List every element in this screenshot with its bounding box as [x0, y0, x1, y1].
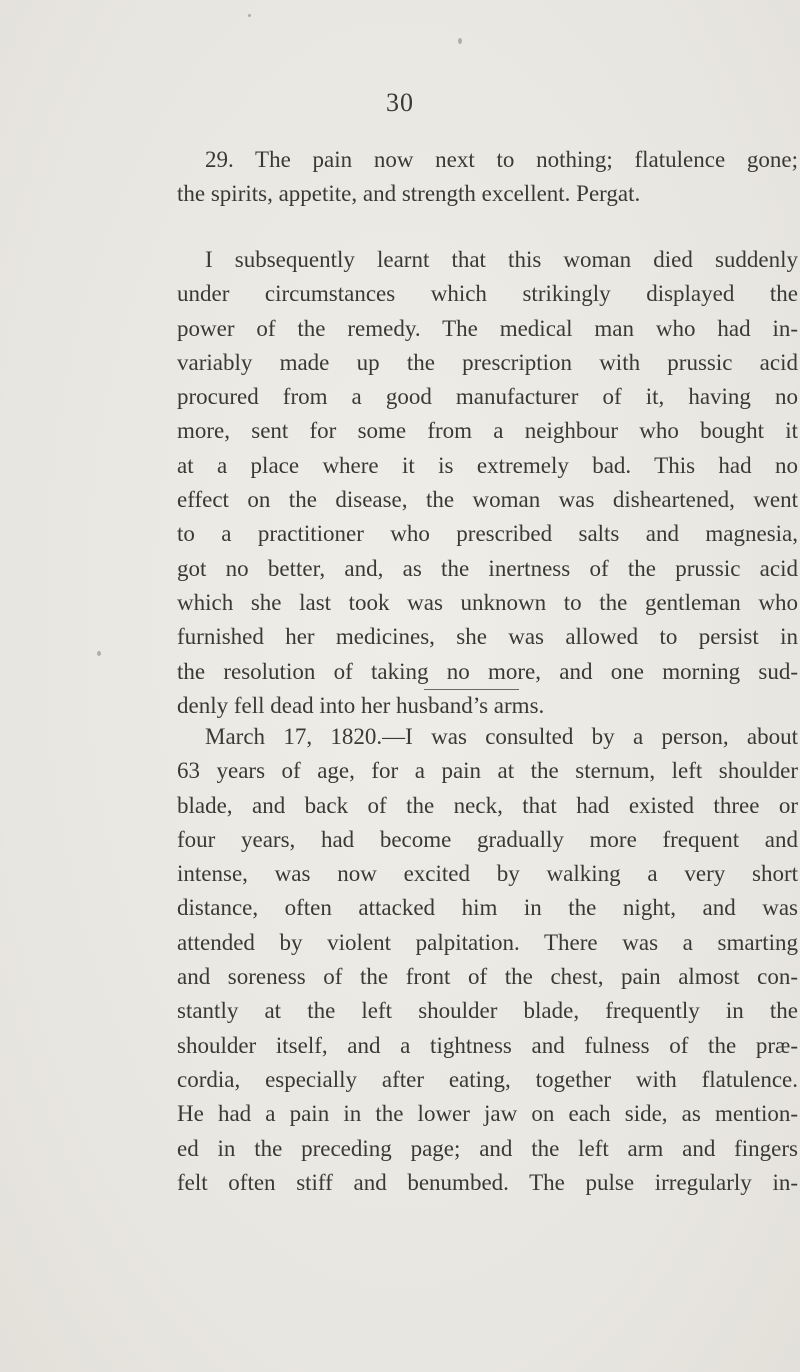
text-line: blade, and back of the neck, that had existed three or	[177, 792, 798, 818]
text-line: and soreness of the front of the chest, pain almost con-	[177, 964, 798, 990]
text-line: I subsequently learnt that this woman died suddenly	[205, 247, 798, 272]
paragraph-3	[177, 720, 798, 1200]
text-line: 63 years of age, for a pain at the sternum, left shoulder	[177, 758, 798, 784]
text-line: ed in the preceding page; and the left arm and fingers	[177, 1135, 798, 1161]
paragraph-2	[177, 243, 798, 723]
text-line: attended by violent palpitation. There was a smarting	[177, 929, 798, 955]
text-line: the resolution of taking no more, and one morning sud-	[177, 658, 798, 684]
section-divider	[424, 689, 519, 690]
text-line: got no better, and, as the inertness of the prussic acid	[177, 555, 798, 581]
text-line: four years, had become gradually more frequent and	[177, 826, 798, 852]
text-line: the spirits, appetite, and strength excellent. Pergat.	[177, 181, 641, 207]
page-number: 30	[386, 88, 414, 117]
text-line: procured from a good manufacturer of it, having no	[177, 384, 798, 410]
text-line: to a practitioner who prescribed salts and magnesia,	[177, 521, 798, 547]
text-line: intense, was now excited by walking a very short	[177, 861, 798, 887]
paper-speck	[97, 651, 101, 656]
text-line: cordia, especially after eating, together with flatulence.	[177, 1066, 798, 1092]
text-line: denly fell dead into her husband’s arms.	[177, 692, 545, 718]
text-line: He had a pain in the lower jaw on each side, as mention-	[177, 1101, 798, 1127]
text-line: distance, often attacked him in the night, and was	[177, 895, 798, 921]
text-line: which she last took was unknown to the gentleman who	[177, 589, 798, 615]
paragraph-1	[177, 143, 798, 212]
text-line: more, sent for some from a neighbour who bought it	[177, 418, 798, 444]
text-line: power of the remedy. The medical man who had in-	[177, 315, 798, 341]
paper-speck	[458, 38, 462, 44]
text-line: 29. The pain now next to nothing; flatulence gone;	[205, 147, 798, 172]
text-line: stantly at the left shoulder blade, frequently in the	[177, 998, 798, 1024]
paper-speck	[248, 14, 251, 17]
text-line: felt often stiff and benumbed. The pulse irregularly in-	[177, 1169, 798, 1195]
text-line: furnished her medicines, she was allowed to persist in	[177, 624, 798, 650]
text-line: effect on the disease, the woman was disheartened, went	[177, 487, 798, 513]
text-line: under circumstances which strikingly displayed the	[177, 281, 798, 307]
text-line: variably made up the prescription with prussic acid	[177, 349, 798, 375]
text-line: shoulder itself, and a tightness and fulness of the præ-	[177, 1032, 798, 1058]
text-line: March 17, 1820.—I was consulted by a person, about	[205, 724, 798, 749]
text-line: at a place where it is extremely bad. This had no	[177, 452, 798, 478]
